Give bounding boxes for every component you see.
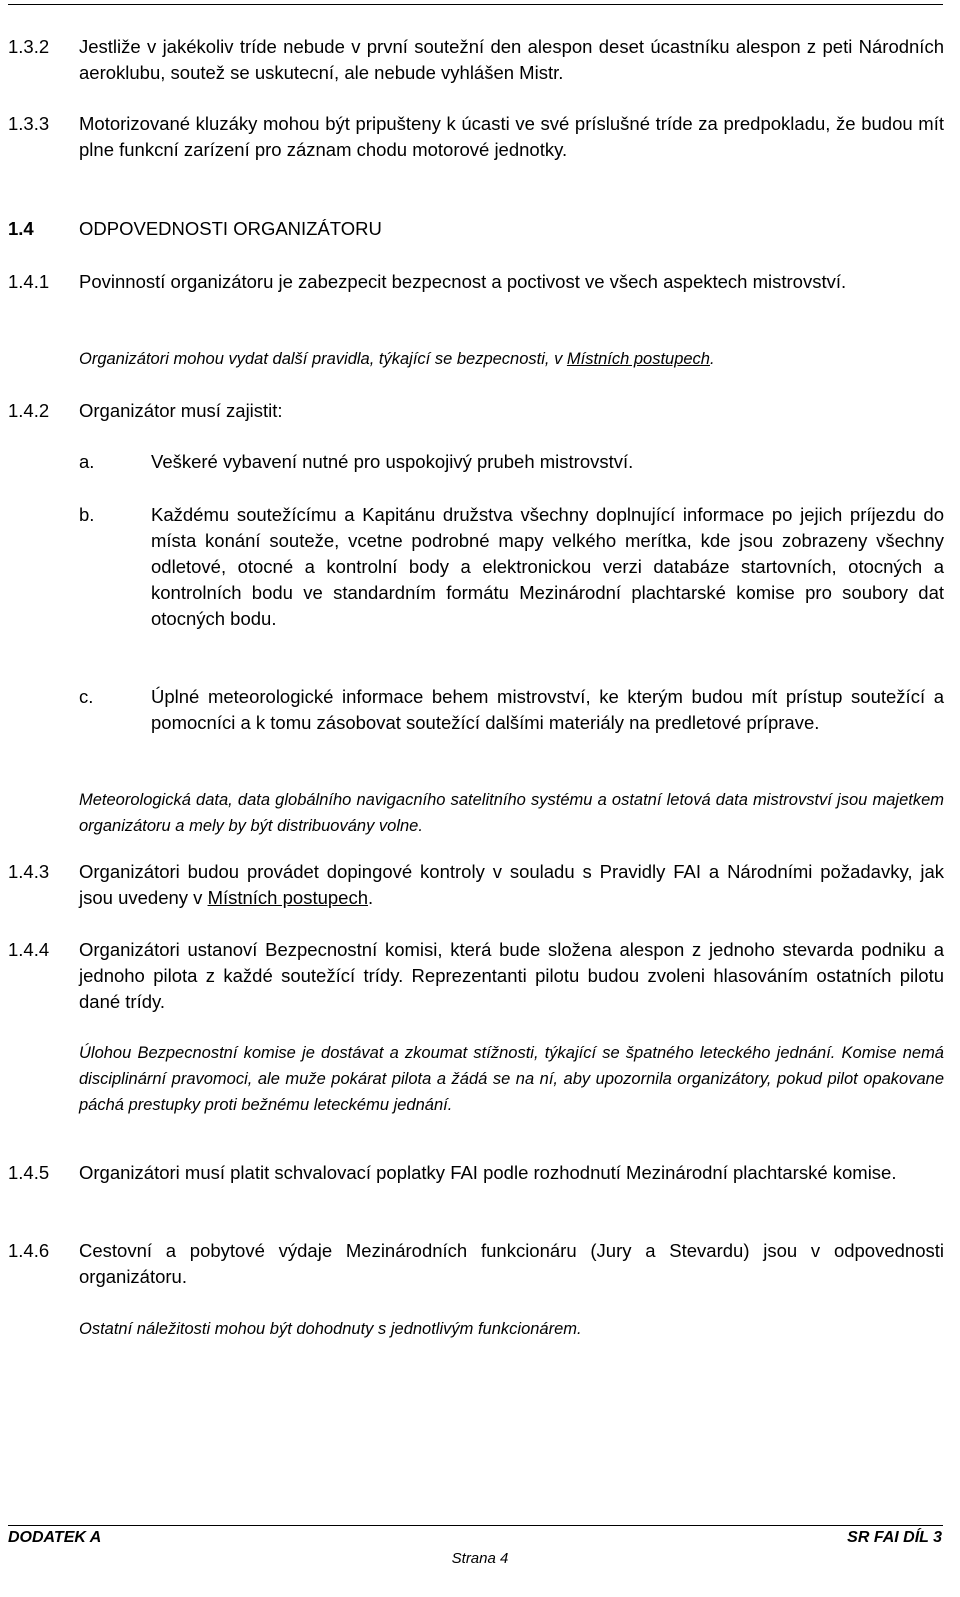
clause-number: 1.4.2 xyxy=(8,400,50,421)
clause-number: 1.4.6 xyxy=(8,1240,50,1261)
clause-text: Organizátor musí zajistit: xyxy=(79,400,283,421)
clause-number: 1.4.4 xyxy=(8,939,50,960)
note-text-end: . xyxy=(709,350,715,368)
clause-text-start: Organizátori budou provádet dopingové kontroly v souladu s Pravidly FAI a Národními požadavky, jak jsou uvedeny v xyxy=(79,861,944,908)
clause-1-4-2 xyxy=(8,398,944,424)
list-item-letter: b. xyxy=(79,504,95,525)
list-item xyxy=(79,449,944,475)
note-1-4-6 xyxy=(79,1316,944,1342)
header-rule xyxy=(8,4,943,5)
clause-1-3-2 xyxy=(8,34,944,86)
list-item-text: Veškeré vybavení nutné pro uspokojivý prubeh mistrovství. xyxy=(151,451,634,472)
note-1-4-1 xyxy=(79,346,944,372)
page-number: Strana 4 xyxy=(451,1550,509,1567)
clause-1-4-3 xyxy=(8,859,944,911)
local-procedures-link[interactable]: Místních postupech xyxy=(207,887,368,908)
clause-number: 1.4.3 xyxy=(8,861,50,882)
clause-number: 1.4.1 xyxy=(8,271,50,292)
note-text: Ostatní náležitosti mohou být dohodnuty s jednotlivým funkcionárem. xyxy=(79,1320,582,1338)
clause-1-4-6 xyxy=(8,1238,944,1290)
footer-appendix-label: DODATEK A xyxy=(8,1529,102,1546)
clause-text: Cestovní a pobytové výdaje Mezinárodních funkcionáru (Jury a Stevardu) jsou v odpovednosti organizátoru. xyxy=(79,1240,944,1287)
list-item-letter: a. xyxy=(79,451,95,472)
clause-text: Jestliže v jakékoliv tríde nebude v první soutežní den alespon deset úcastníku alespon z peti Národních aeroklubu, soutež se uskutecní, ale nebude vyhlášen Mistr. xyxy=(79,36,944,83)
clause-number: 1.3.3 xyxy=(8,113,50,134)
clause-text xyxy=(79,859,944,911)
clause-text: Organizátori musí platit schvalovací poplatky FAI podle rozhodnutí Mezinárodní plachtarské komise. xyxy=(79,1162,897,1183)
section-number: 1.4 xyxy=(8,218,34,239)
section-title: ODPOVEDNOSTI ORGANIZÁTORU xyxy=(79,218,382,239)
note-1-4-2 xyxy=(79,787,944,839)
footer-rule xyxy=(8,1525,943,1526)
clause-1-4-1 xyxy=(8,269,944,295)
list-item-text: Každému soutežícímu a Kapitánu družstva všechny doplnující informace po jejich príjezdu do místa konání souteže, vcetne podrobné mapy velkého merítka, kde jsou zobrazeny všechny odletové, otocné a kontrolní body a elektronickou verzi databáze startovních, otocných a kontrolních bodu ve standardním formátu Mezinárodní plachtarské komise pro soubory dat otocných bodu. xyxy=(151,504,944,629)
list-item-letter: c. xyxy=(79,686,94,707)
clause-text: Motorizované kluzáky mohou být pripušteny k úcasti ve své príslušné tríde za predpokladu, že budou mít plne funkcní zarízení pro záznam chodu motorové jednotky. xyxy=(79,113,944,160)
clause-number: 1.3.2 xyxy=(8,36,50,57)
note-text: Úlohou Bezpecnostní komise je dostávat a zkoumat stížnosti, týkající se špatného leteckého jednání. Komise nemá disciplinární pravomoci, ale muže pokárat pilota a žádá se na ní, aby upozornila organizátory, pokud pilot opakovane páchá prestupky proti bežnému leteckému jednání. xyxy=(79,1044,944,1114)
clause-1-3-3 xyxy=(8,111,944,163)
clause-text: Organizátori ustanoví Bezpecnostní komisi, která bude složena alespon z jednoho stevarda podniku a jednoho pilota z každé soutežící trídy. Reprezentanti pilotu budou zvoleni hlasováním ostatních pilotu dané trídy. xyxy=(79,939,944,1012)
list-item-text: Úplné meteorologické informace behem mistrovství, ke kterým budou mít prístup soutežící a pomocníci a k tomu zásobovat soutežící dalšími materiály na predletové prípravе. xyxy=(151,686,944,733)
note-1-4-4 xyxy=(79,1040,944,1118)
list-item xyxy=(79,502,944,632)
section-heading-1-4 xyxy=(8,216,944,242)
clause-text: Povinností organizátoru je zabezpecit bezpecnost a poctivost ve všech aspektech mistrovství. xyxy=(79,271,847,292)
footer-document-label: SR FAI DÍL 3 xyxy=(847,1529,942,1546)
clause-1-4-4 xyxy=(8,937,944,1015)
clause-number: 1.4.5 xyxy=(8,1162,50,1183)
list-item xyxy=(79,684,944,736)
note-text: Organizátori mohou vydat další pravidla, týkající se bezpecnosti, v xyxy=(79,350,567,368)
clause-1-4-5 xyxy=(8,1160,944,1186)
note-text: Meteorologická data, data globálního navigacního satelitního systému a ostatní letová data mistrovství jsou majetkem organizátoru a mely by být distribuovány volne. xyxy=(79,791,944,835)
clause-text-end: . xyxy=(367,887,374,908)
local-procedures-link[interactable]: Místních postupech xyxy=(566,350,710,368)
